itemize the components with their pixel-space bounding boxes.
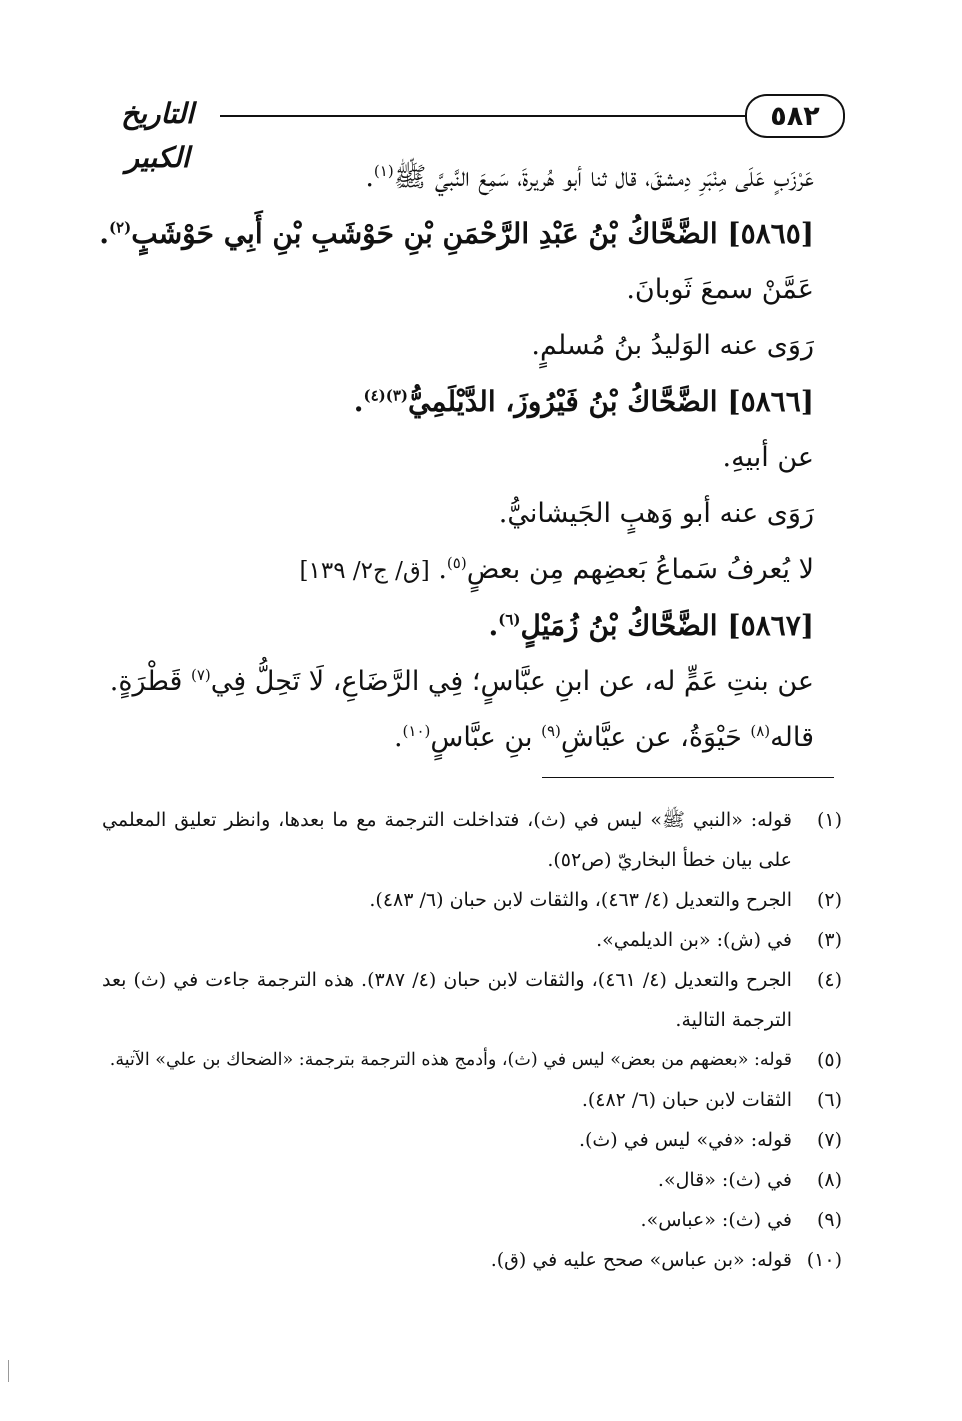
text-line: عَمَّنْ سمعَ ثَوبانَ. — [626, 274, 814, 305]
footnote-number: (٤) — [816, 969, 842, 991]
footnote — [102, 1240, 842, 1280]
margin-mark — [8, 1360, 9, 1382]
footnote-number: (٩) — [816, 1209, 842, 1231]
footnote-marker: (١) — [373, 162, 394, 180]
footnote — [102, 1120, 842, 1160]
footnote-marker: (٢) — [108, 218, 132, 237]
footnote-marker: (٣)(٤) — [363, 386, 408, 405]
footnote-separator — [542, 777, 834, 778]
main-text — [94, 150, 814, 766]
footnote — [102, 800, 842, 880]
footnote-text: في (ش): «بن الديلمي». — [596, 929, 792, 951]
footnote-number: (١٠) — [806, 1249, 842, 1271]
footnotes — [102, 800, 842, 1280]
entry-heading: [٥٨٦٧] الضَّحَّاكُ بْنُ زُمَيْلٍ$^{(٦)}$. — [488, 609, 814, 642]
text-line: عَرْزَبٍ عَلَى مِنْبَرِ دِمشقَ، قال ثنا أبو هُريرةَ، سَمِعَ النَّبيَّ ﷺ$^{(١)}$. — [365, 162, 814, 193]
entry-number: [٥٨٦٧] — [727, 609, 814, 642]
footnote — [102, 1040, 842, 1080]
entry-name: الضَّحَّاكُ بْنُ فَيْرُوزَ، الدَّيْلَمِيُّ — [408, 385, 718, 418]
footnote-marker: (٩) — [541, 722, 561, 740]
manuscript-reference: [ق/ ج٢/ ١٣٩] — [299, 558, 430, 584]
entry-heading: [٥٨٦٦] الضَّحَّاكُ بْنُ فَيْرُوزَ، الدَّيْلَمِيُّ$^{(٣)(٤)}$. — [353, 385, 814, 418]
book-title: التاريخ الكبير — [121, 97, 194, 174]
text-line: قاله$^{(٨)}$ حَيْوَةُ، عن عيَّاشِ$^{(٩)}$ بنِ عبَّاسٍ$^{(١٠)}$. — [393, 722, 814, 753]
footnote — [102, 1160, 842, 1200]
entry-number: [٥٨٦٥] — [727, 217, 814, 250]
footnote — [102, 1080, 842, 1120]
text-line: لا يُعرفُ سَماعُ بَعضِهم مِن بعضٍ$^{(٥)}$. [ق/ ج٢/ ١٣٩] — [299, 554, 814, 585]
footnote — [102, 960, 842, 1040]
footnote-text: قوله: «في» ليس في (ث). — [578, 1129, 792, 1151]
entry-name: الضَّحَّاكُ بْنُ زُمَيْلٍ — [520, 609, 718, 642]
footnote-number: (٥) — [816, 1049, 842, 1071]
text-line: عن أبيهِ. — [722, 442, 814, 473]
header-rule — [220, 115, 745, 117]
text-line: رَوَى عنه الوَليدُ بنُ مُسلمٍ. — [531, 330, 814, 361]
footnote-number: (١) — [816, 809, 842, 831]
page-header — [100, 92, 845, 174]
footnote-text: قوله: «النبي ﷺ» ليس في (ث)، فتداخلت الترجمة مع ما بعدها، وانظر تعليق المعلمي على بيان خطأ البخاريّ (ص٥٢). — [102, 809, 792, 871]
footnote — [102, 880, 842, 920]
footnote — [102, 920, 842, 960]
entry-name: الضَّحَّاكُ بْنُ عَبْدِ الرَّحْمَنِ بْنِ حَوْشَبِ بْنِ أَبِي حَوْشَبٍ — [131, 217, 718, 250]
page-number: ٥٨٢ — [745, 94, 845, 138]
text-line: رَوَى عنه أبو وَهبٍ الجَيشانيُّ. — [498, 498, 814, 529]
footnote-marker: (٦) — [498, 610, 521, 629]
footnote-text: الجرح والتعديل (٤/ ٤٦١)، والثقات لابن حبان (٤/ ٣٨٧). هذه الترجمة جاءت في (ث) بعد الترجمة التالية. — [102, 969, 792, 1031]
footnote-marker: (٧) — [191, 666, 211, 684]
footnote-marker: (١٠) — [402, 722, 431, 740]
footnote-text: في (ث): «عباس». — [640, 1209, 792, 1231]
footnote-number: (٧) — [816, 1129, 842, 1151]
footnote — [102, 1200, 842, 1240]
footnote-marker: (٥) — [446, 554, 467, 572]
footnote-marker: (٨) — [750, 722, 771, 740]
footnote-number: (٨) — [816, 1169, 842, 1191]
footnote-number: (٣) — [816, 929, 842, 951]
entry-number: [٥٨٦٦] — [727, 385, 814, 418]
entry-heading: [٥٨٦٥] الضَّحَّاكُ بْنُ عَبْدِ الرَّحْمَنِ بْنِ حَوْشَبِ بْنِ أَبِي حَوْشَبٍ$^{(٢)}$. — [99, 217, 814, 250]
footnote-number: (٦) — [816, 1089, 842, 1111]
footnote-text: في (ث): «قال». — [657, 1169, 792, 1191]
text-line: عن بنتِ عَمٍّ له، عن ابنِ عبَّاسٍ؛ فِي الرَّضَاعِ، لَا تَحِلُّ فِي$^{(٧)}$ قَطْرَةٍ. — [109, 666, 814, 697]
footnote-text: الثقات لابن حبان (٦/ ٤٨٢). — [581, 1089, 792, 1111]
footnote-text: الجرح والتعديل (٤/ ٤٦٣)، والثقات لابن حبان (٦/ ٤٨٣). — [369, 889, 792, 911]
footnote-number: (٢) — [816, 889, 842, 911]
footnote-text: قوله: «بعضهم من بعض» ليس في (ث)، وأدمج هذه الترجمة بترجمة: «الضحاك بن علي» الآتية. — [109, 1050, 792, 1070]
footnote-text: قوله: «بن عباس» صحح عليه في (ق). — [490, 1249, 792, 1271]
